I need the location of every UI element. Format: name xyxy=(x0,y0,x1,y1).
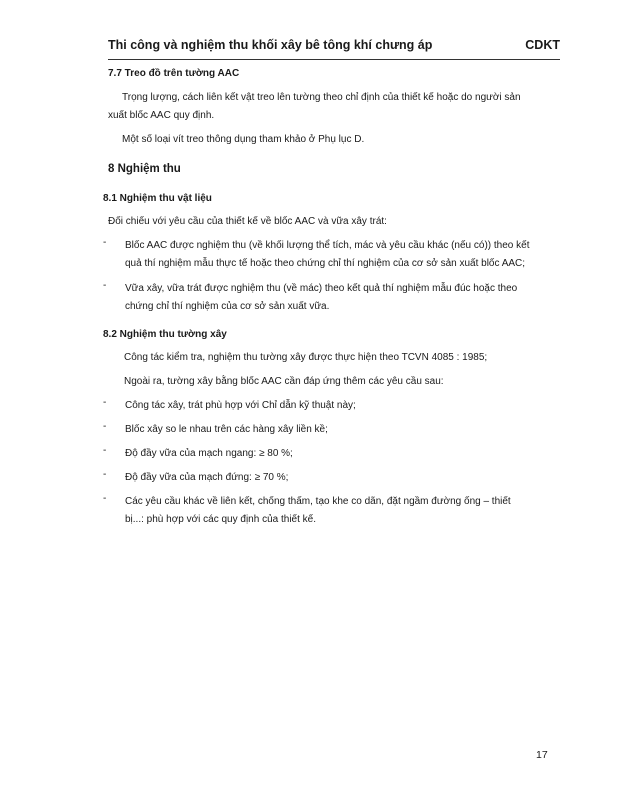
list-item-line: Các yêu cầu khác về liên kết, chống thấm, tạo khe co dãn, đặt ngầm đường ống – thiết xyxy=(125,496,511,507)
section-7-7-heading: 7.7 Treo đồ trên tường AAC xyxy=(108,68,240,79)
list-bullet: - xyxy=(103,493,107,504)
section-8-heading: 8 Nghiệm thu xyxy=(108,163,181,175)
list-item-line: Blốc xây so le nhau trên các hàng xây liền kề; xyxy=(125,424,328,435)
list-item-text xyxy=(125,445,293,463)
list-bullet: - xyxy=(103,445,107,456)
list-bullet: - xyxy=(103,237,107,248)
list-bullet: - xyxy=(103,469,107,480)
section-8-1-intro: Đối chiếu với yêu cầu của thiết kế về blốc AAC và vữa xây trát: xyxy=(108,216,387,227)
section-7-7-paragraph-1-line-2: xuất blốc AAC quy định. xyxy=(108,110,215,121)
list-item-line: Blốc AAC được nghiệm thu (về khối lượng thể tích, mác và yêu cầu khác (nếu có)) theo kết xyxy=(125,240,530,251)
list-item-line: Độ đầy vữa của mạch ngang: ≥ 80 %; xyxy=(125,448,293,459)
list-bullet: - xyxy=(103,421,107,432)
section-8-1-heading: 8.1 Nghiệm thu vật liệu xyxy=(103,193,212,204)
list-item-text xyxy=(125,469,288,487)
list-bullet: - xyxy=(103,280,107,291)
list-item-line: Độ đầy vữa của mạch đứng: ≥ 70 %; xyxy=(125,472,289,483)
list-item-line: chứng chỉ thí nghiệm của cơ sở sản xuất vữa. xyxy=(125,301,330,312)
list-item-text xyxy=(125,493,511,529)
header-title: Thi công và nghiệm thu khối xây bê tông khí chưng áp xyxy=(108,38,433,52)
list-item-line: Công tác xây, trát phù hợp với Chỉ dẫn kỹ thuật này; xyxy=(125,400,356,411)
section-7-7-paragraph-2: Một số loại vít treo thông dụng tham khảo ở Phụ lục D. xyxy=(122,134,365,145)
list-item-line: Vữa xây, vữa trát được nghiệm thu (về mác) theo kết quả thí nghiệm mẫu đúc hoặc theo xyxy=(125,283,518,294)
page-number: 17 xyxy=(536,749,548,761)
page-header xyxy=(108,38,560,52)
list-item-line: quả thí nghiệm mẫu thực tế hoặc theo chứng chỉ thí nghiệm của cơ sở sản xuất blốc AAC; xyxy=(125,258,526,269)
section-8-2-paragraph-1: Công tác kiểm tra, nghiệm thu tường xây được thực hiện theo TCVN 4085 : 1985; xyxy=(124,352,488,363)
list-item-text xyxy=(125,280,517,316)
list-item-text xyxy=(125,237,529,273)
section-7-7-paragraph-1-line-1: Trọng lượng, cách liên kết vật treo lên tường theo chỉ định của thiết kế hoặc do người sản xyxy=(122,92,521,103)
list-bullet: - xyxy=(103,397,107,408)
list-item-text xyxy=(125,397,356,415)
section-8-2-heading: 8.2 Nghiệm thu tường xây xyxy=(103,329,227,340)
header-code: CDKT xyxy=(525,38,560,52)
list-item-text xyxy=(125,421,328,439)
list-item-line: bị...: phù hợp với các quy định của thiết kế. xyxy=(125,514,317,525)
section-8-2-paragraph-2: Ngoài ra, tường xây bằng blốc AAC cần đáp ứng thêm các yêu cầu sau: xyxy=(124,376,444,387)
header-divider xyxy=(108,59,560,60)
